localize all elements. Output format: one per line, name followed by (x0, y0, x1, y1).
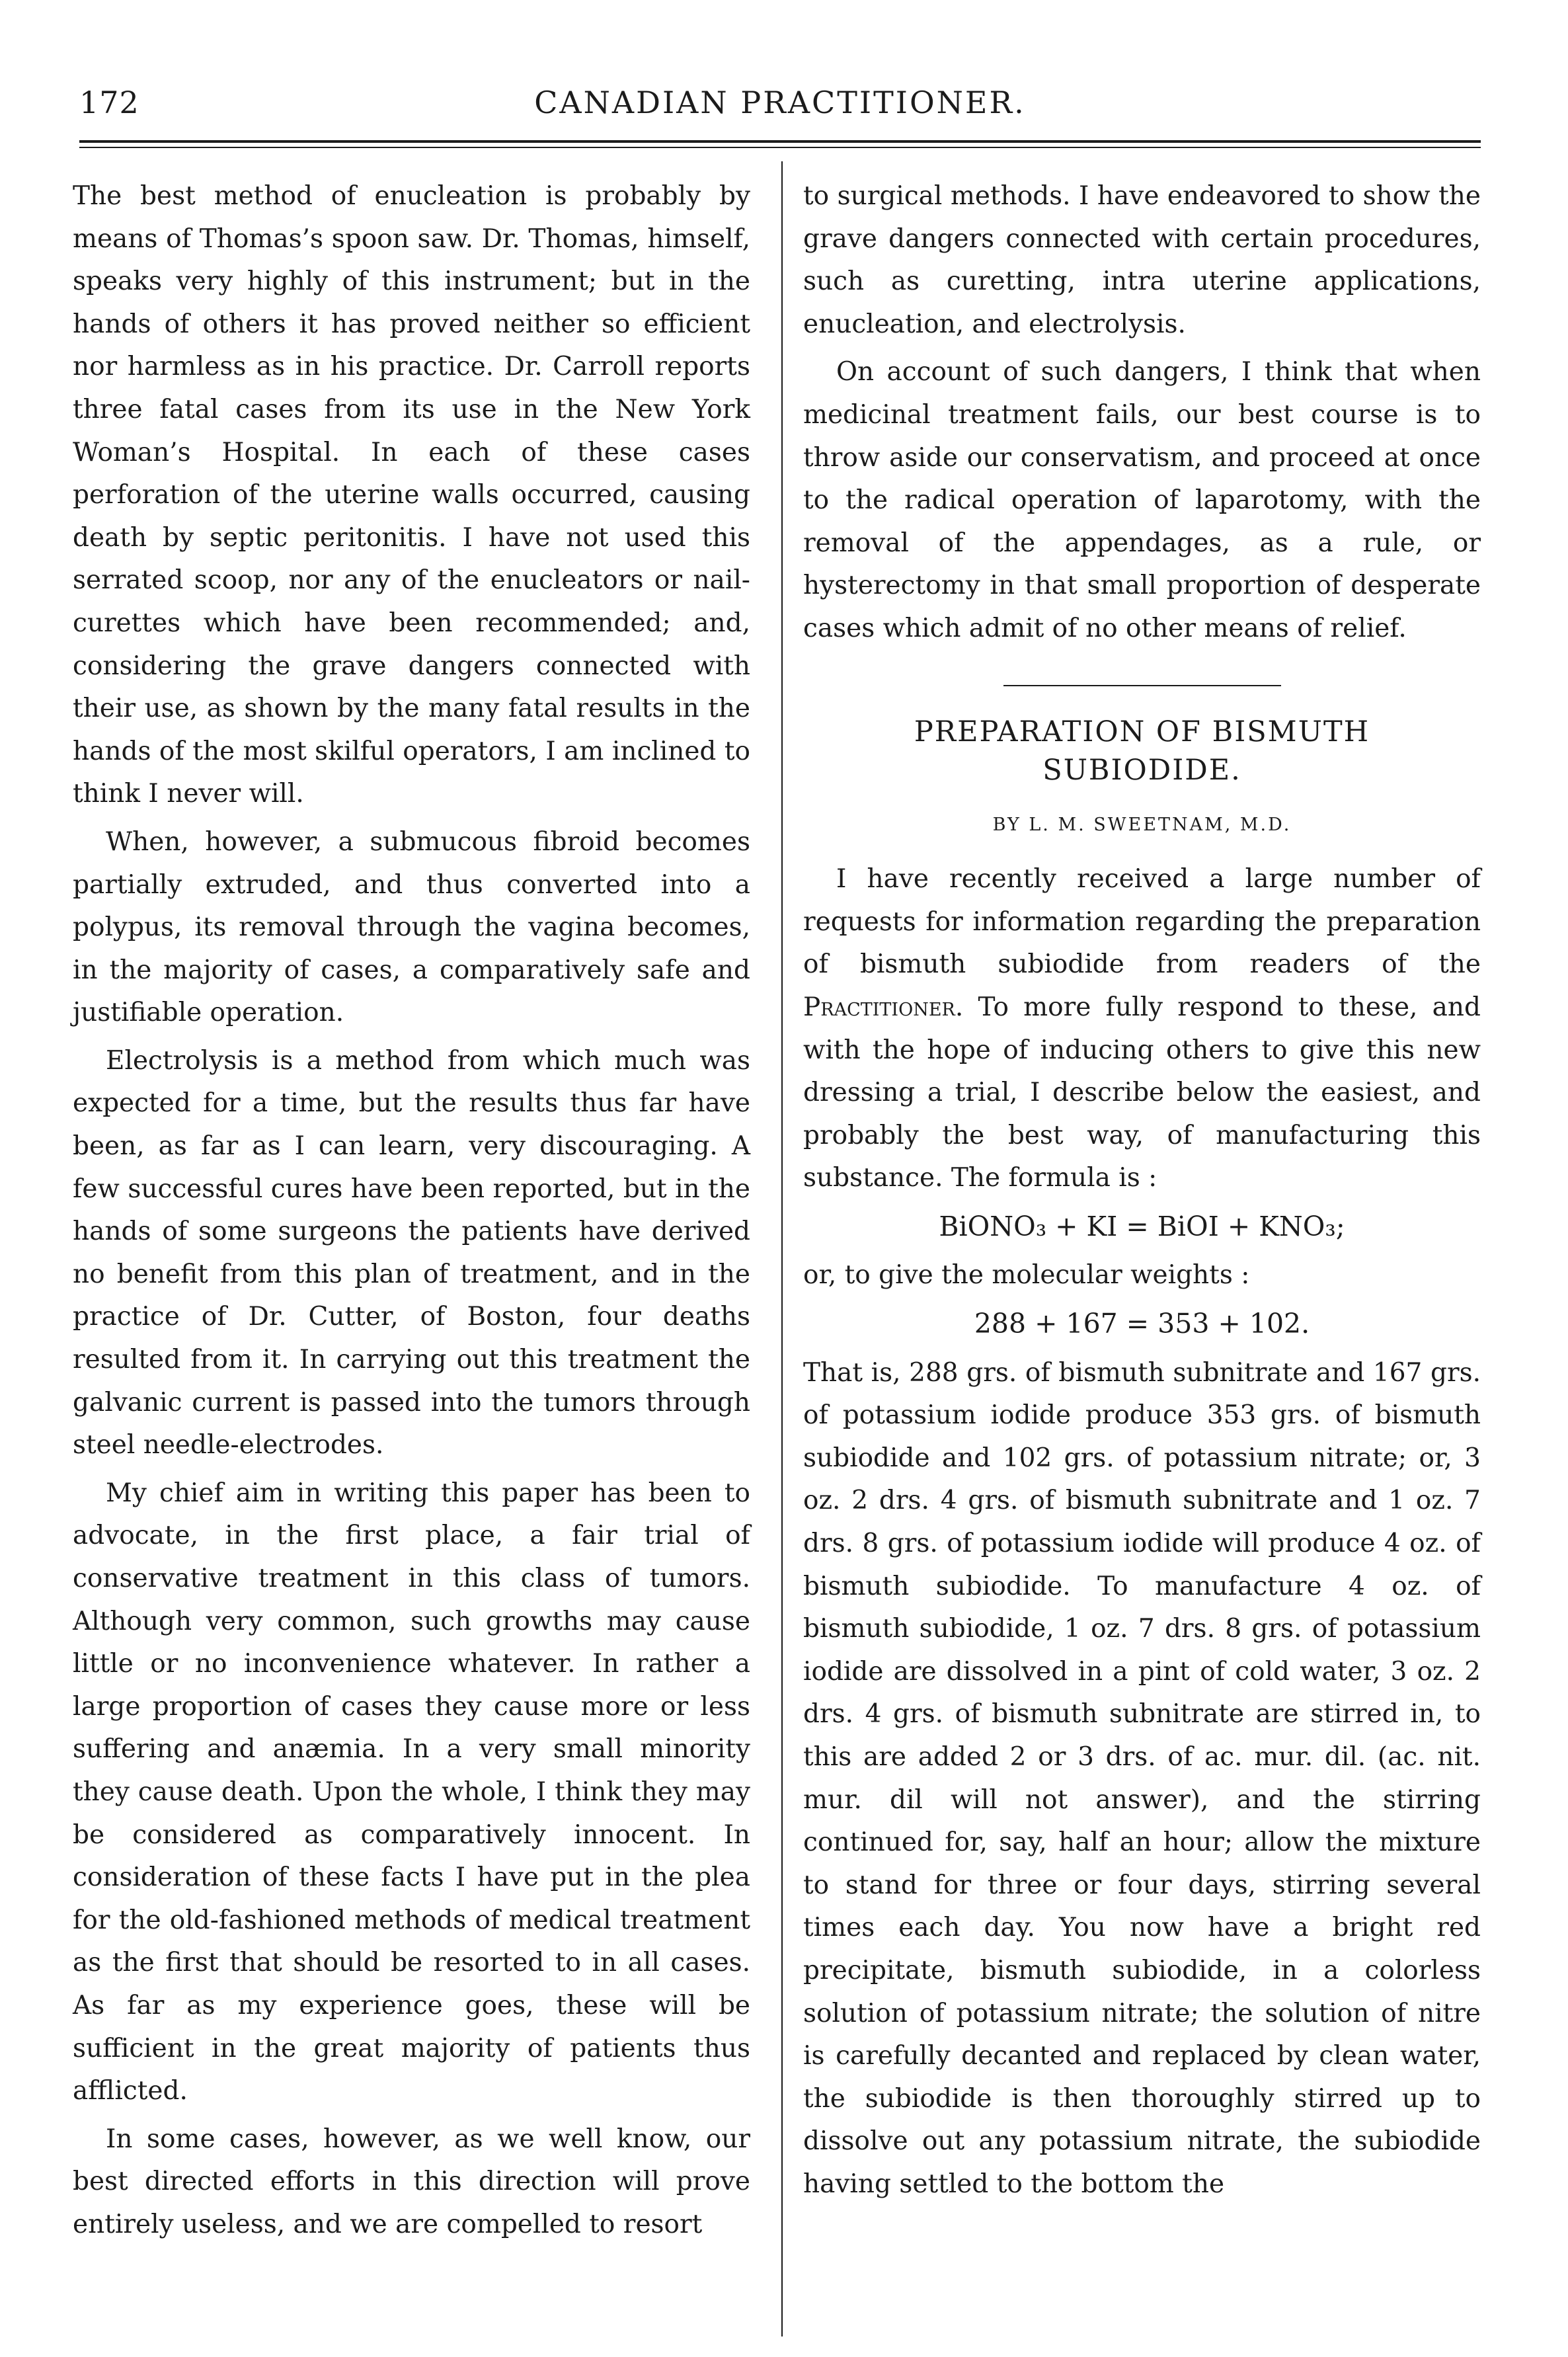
paragraph-surgical-methods: to surgical methods. I have endeavored to show the grave dangers connected with certain procedures, such as curetting, intra uterine applications, enucleation, and electrolysis. (803, 181, 1481, 339)
column-divider (781, 161, 783, 2337)
intro-text-before: I have recently received a large number of requests for information regarding the preparation of bismuth subiodide from readers of the (803, 864, 1481, 980)
article-title: PREPARATION OF BISMUTH SUBIODIDE. (914, 715, 1370, 787)
paragraph-electrolysis: Electrolysis is a method from which much was expected for a time, but the results thus far have been, as far as I can learn, very discouraging. A few successful cures have been reported, but in the hands of some surgeons the patients have derived no benefit from this plan of treatment, and in the practice of Dr. Cutter, of Boston, four deaths resulted from it. In carrying out this treatment the galvanic current is passed into the tumors through steel needle-electrodes. (73, 1045, 750, 1460)
paragraph-chief-aim: My chief aim in writing this paper has been to advocate, in the first place, a fair trial of conservative treatment in this class of tumors. Although very common, such growths may cause little or no inconvenience whatever. In rather a large proportion of cases they cause more or less suffering and anæmia. In a very small minority they cause death. Upon the whole, I think they may be considered as comparatively innocent. In consideration of these facts I have put in the plea for the old-fashioned methods of medical treatment as the first that should be resorted to in all cases. As far as my experience goes, these will be sufficient in the great majority of patients thus afflicted. (73, 1478, 750, 2106)
article-separator (1003, 685, 1281, 686)
molecular-weights: 288 + 167 = 353 + 102. (974, 1308, 1310, 1340)
header-rule-thin (79, 147, 1481, 148)
page-number: 172 (79, 85, 139, 120)
paragraph-medicinal-treatment: On account of such dangers, I think that when medicinal treatment fails, our best course is to throw aside our conservatism, and proceed at once to the radical operation of laparotomy, with the removal of the appendages, as a rule, or hysterectomy in that small proportion of desperate cases which admit of no other means of relief. (803, 357, 1481, 643)
intro-text-after: To more fully respond to these, and with the hope of inducing others to give this new dressing a trial, I describe below the easiest, and probably the best way, of manufacturing this substance. The formula is : (803, 992, 1481, 1193)
journal-name: Practitioner. (803, 992, 964, 1022)
paragraph-polypus: When, however, a submucous fibroid becomes partially extruded, and thus converted into a polypus, its removal through the vagina becomes, in the majority of cases, a comparatively safe and justifiable operation. (73, 826, 750, 1028)
article-byline: BY L. M. SWEETNAM, M.D. (992, 814, 1292, 835)
page-header (79, 85, 1481, 138)
right-column (803, 175, 1481, 2212)
paragraph-enucleation: The best method of enucleation is probably by means of Thomas’s spoon saw. Dr. Thomas, himself, speaks very highly of this instrument; but in the hands of others it has proved neither so efficient nor harmless as in his practice. Dr. Carroll reports three fatal cases from its use in the New York Woman’s Hospital. In each of these cases perforation of the uterine walls occurred, causing death by septic peritonitis. I have not used this serrated scoop, nor any of the enucleators or nail-curettes which have been recommended; and, considering the grave dangers connected with their use, as shown by the many fatal results in the hands of the most skilful operators, I am inclined to think I never will. (73, 181, 750, 809)
paragraph-article-intro (803, 858, 1481, 1200)
weights-intro: or, to give the molecular weights : (803, 1260, 1250, 1291)
paragraph-procedure: That is, 288 grs. of bismuth subnitrate and 167 grs. of potassium iodide produce 353 grs. of bismuth subiodide and 102 grs. of potassium nitrate; or, 3 oz. 2 drs. 4 grs. of bismuth subnitrate and 1 oz. 7 drs. 8 grs. of potassium iodide will produce 4 oz. of bismuth subiodide. To manufacture 4 oz. of bismuth subiodide, 1 oz. 7 drs. 8 grs. of potassium iodide are dissolved in a pint of cold water, 3 oz. 2 drs. 4 grs. of bismuth subnitrate are stirred in, to this are added 2 or 3 drs. of ac. mur. dil. (ac. nit. mur. dil will not answer), and the stirring continued for, say, half an hour; allow the mixture to stand for three or four days, stirring several times each day. You now have a bright red precipitate, bismuth subiodide, in a colorless solution of potassium nitrate; the solution of nitre is carefully decanted and replaced by clean water, the subiodide is then thoroughly stirred up to dissolve out any potassium nitrate, the subiodide having settled to the bottom the (803, 1357, 1481, 2199)
running-title: CANADIAN PRACTITIONER. (534, 85, 1026, 120)
paragraph-some-cases: In some cases, however, as we well know, our best directed efforts in this direction will prove entirely useless, and we are compelled to resort (73, 2124, 750, 2239)
header-rule-thick (79, 140, 1481, 143)
chemical-formula: BiONO₃ + KI = BiOI + KNO₃; (939, 1210, 1345, 1242)
left-column (73, 175, 750, 2252)
